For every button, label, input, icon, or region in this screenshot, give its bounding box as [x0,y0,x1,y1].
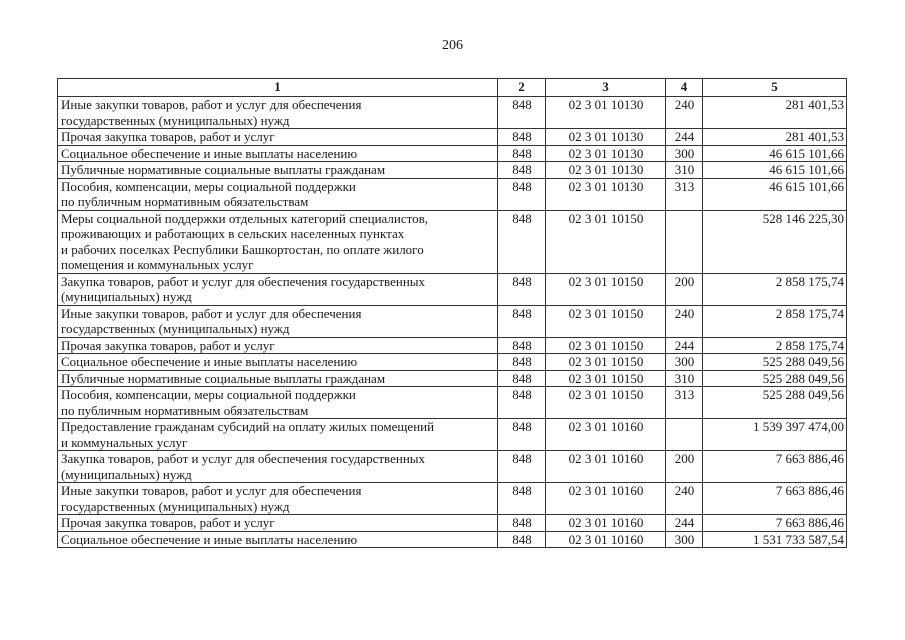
table-row [58,162,847,179]
row-expense-type: 240 [666,97,703,129]
row-name: Социальное обеспечение и иные выплаты населению [58,354,498,371]
row-name: Публичные нормативные социальные выплаты гражданам [58,162,498,179]
row-department-code: 848 [498,419,546,451]
column-header-expense-type: 4 [666,79,703,97]
page-number: 206 [442,38,463,53]
table-row [58,531,847,548]
column-header-name: 1 [58,79,498,97]
row-expense-type: 313 [666,178,703,210]
row-expense-type [666,419,703,451]
row-department-code: 848 [498,129,546,146]
row-expense-type: 310 [666,370,703,387]
table-row [58,305,847,337]
row-expense-type: 300 [666,354,703,371]
row-name: Иные закупки товаров, работ и услуг для обеспечения государственных (муниципальных) нужд [58,305,498,337]
row-amount: 1 531 733 587,54 [703,531,847,548]
row-department-code: 848 [498,354,546,371]
table-row [58,210,847,273]
row-department-code: 848 [498,337,546,354]
row-amount: 2 858 175,74 [703,337,847,354]
table-row [58,370,847,387]
row-expense-type: 310 [666,162,703,179]
row-target-article: 02 3 01 10130 [546,162,666,179]
row-target-article: 02 3 01 10150 [546,387,666,419]
row-target-article: 02 3 01 10160 [546,419,666,451]
table-row [58,273,847,305]
row-department-code: 848 [498,515,546,532]
row-target-article: 02 3 01 10160 [546,515,666,532]
table-row [58,451,847,483]
row-amount: 46 615 101,66 [703,145,847,162]
row-expense-type: 300 [666,145,703,162]
row-expense-type: 244 [666,515,703,532]
row-department-code: 848 [498,97,546,129]
column-header-amount: 5 [703,79,847,97]
table-row [58,178,847,210]
table-row [58,483,847,515]
row-department-code: 848 [498,162,546,179]
row-department-code: 848 [498,451,546,483]
row-amount: 7 663 886,46 [703,515,847,532]
row-expense-type: 300 [666,531,703,548]
row-department-code: 848 [498,370,546,387]
row-amount: 281 401,53 [703,129,847,146]
row-target-article: 02 3 01 10130 [546,145,666,162]
column-header-department: 2 [498,79,546,97]
row-target-article: 02 3 01 10160 [546,483,666,515]
table-row [58,129,847,146]
table-row [58,515,847,532]
row-expense-type: 200 [666,451,703,483]
row-amount: 525 288 049,56 [703,354,847,371]
row-expense-type [666,210,703,273]
row-amount: 7 663 886,46 [703,483,847,515]
row-amount: 7 663 886,46 [703,451,847,483]
row-department-code: 848 [498,210,546,273]
row-expense-type: 244 [666,337,703,354]
row-department-code: 848 [498,178,546,210]
row-expense-type: 200 [666,273,703,305]
row-expense-type: 240 [666,305,703,337]
row-target-article: 02 3 01 10150 [546,210,666,273]
row-target-article: 02 3 01 10150 [546,305,666,337]
row-amount: 525 288 049,56 [703,387,847,419]
column-header-target-article: 3 [546,79,666,97]
row-target-article: 02 3 01 10130 [546,129,666,146]
row-department-code: 848 [498,483,546,515]
row-department-code: 848 [498,531,546,548]
row-department-code: 848 [498,273,546,305]
row-name: Закупка товаров, работ и услуг для обеспечения государственных (муниципальных) нужд [58,273,498,305]
table-row [58,419,847,451]
row-name: Прочая закупка товаров, работ и услуг [58,337,498,354]
row-amount: 1 539 397 474,00 [703,419,847,451]
row-name: Иные закупки товаров, работ и услуг для обеспечения государственных (муниципальных) нужд [58,97,498,129]
row-amount: 528 146 225,30 [703,210,847,273]
row-amount: 2 858 175,74 [703,273,847,305]
row-target-article: 02 3 01 10130 [546,178,666,210]
row-amount: 46 615 101,66 [703,162,847,179]
row-target-article: 02 3 01 10150 [546,337,666,354]
row-amount: 2 858 175,74 [703,305,847,337]
table-row [58,387,847,419]
row-amount: 281 401,53 [703,97,847,129]
row-department-code: 848 [498,387,546,419]
row-target-article: 02 3 01 10160 [546,451,666,483]
budget-table [57,78,847,548]
table-row [58,337,847,354]
row-name: Иные закупки товаров, работ и услуг для обеспечения государственных (муниципальных) нужд [58,483,498,515]
row-amount: 46 615 101,66 [703,178,847,210]
row-amount: 525 288 049,56 [703,370,847,387]
row-name: Закупка товаров, работ и услуг для обеспечения государственных (муниципальных) нужд [58,451,498,483]
table-row [58,145,847,162]
row-department-code: 848 [498,145,546,162]
row-name: Социальное обеспечение и иные выплаты населению [58,145,498,162]
row-expense-type: 244 [666,129,703,146]
row-target-article: 02 3 01 10160 [546,531,666,548]
row-name: Прочая закупка товаров, работ и услуг [58,129,498,146]
table-row [58,354,847,371]
row-name: Пособия, компенсации, меры социальной поддержки по публичным нормативным обязательствам [58,387,498,419]
row-expense-type: 313 [666,387,703,419]
row-expense-type: 240 [666,483,703,515]
row-target-article: 02 3 01 10130 [546,97,666,129]
row-name: Социальное обеспечение и иные выплаты населению [58,531,498,548]
row-name: Публичные нормативные социальные выплаты гражданам [58,370,498,387]
row-name: Меры социальной поддержки отдельных категорий специалистов, проживающих и работающих в сельских населенных пунктах и рабочих поселках Республики Башкортостан, по оплате жилого помещения и коммунальных услуг [58,210,498,273]
row-name: Прочая закупка товаров, работ и услуг [58,515,498,532]
table-row [58,97,847,129]
row-name: Пособия, компенсации, меры социальной поддержки по публичным нормативным обязательствам [58,178,498,210]
row-department-code: 848 [498,305,546,337]
row-target-article: 02 3 01 10150 [546,370,666,387]
row-name: Предоставление гражданам субсидий на оплату жилых помещений и коммунальных услуг [58,419,498,451]
row-target-article: 02 3 01 10150 [546,354,666,371]
row-target-article: 02 3 01 10150 [546,273,666,305]
header-row [58,79,847,97]
